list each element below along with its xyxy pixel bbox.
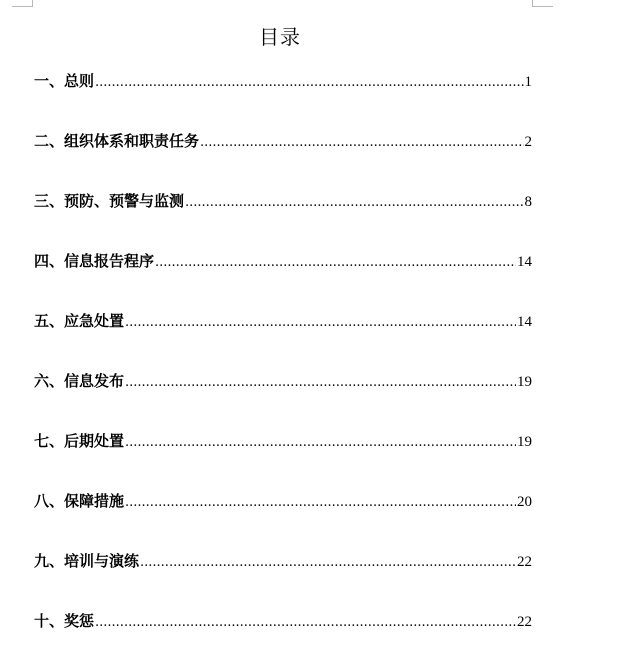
- toc-entry-label: 十、奖惩: [34, 612, 95, 630]
- toc-dot-leader: [125, 489, 516, 517]
- toc-dot-leader: [185, 189, 523, 217]
- toc-entry-label: 九、培训与演练: [34, 552, 140, 570]
- toc-page-number: 2: [524, 134, 532, 150]
- toc-entry-label: 一、总则: [34, 72, 95, 90]
- toc-entry-organization[interactable]: [34, 127, 532, 187]
- toc-entry-general[interactable]: [34, 67, 532, 127]
- toc-entry-label: 四、信息报告程序: [34, 252, 155, 270]
- toc-page-number: 1: [524, 74, 532, 90]
- toc-dot-leader: [95, 69, 523, 97]
- toc-dot-leader: [125, 429, 516, 457]
- toc-dot-leader: [125, 369, 516, 397]
- page-corner-mark-right: [532, 0, 553, 7]
- toc-page-number: 19: [517, 434, 532, 450]
- toc-entry-training[interactable]: [34, 547, 532, 607]
- toc-page-number: 22: [517, 554, 532, 570]
- toc-entry-label: 三、预防、预警与监测: [34, 192, 185, 210]
- toc-entry-label: 二、组织体系和职责任务: [34, 132, 200, 150]
- toc-dot-leader: [155, 249, 516, 277]
- toc-entry-label: 五、应急处置: [34, 312, 125, 330]
- toc-entry-safeguards[interactable]: [34, 487, 532, 547]
- toc-entry-label: 八、保障措施: [34, 492, 125, 510]
- toc-entry-aftermath[interactable]: [34, 427, 532, 487]
- toc-title: 目录: [259, 25, 301, 50]
- toc-entry-reporting[interactable]: [34, 247, 532, 307]
- toc-entry-rewards[interactable]: [34, 607, 532, 667]
- toc-list: [34, 67, 532, 667]
- toc-dot-leader: [140, 549, 516, 577]
- toc-entry-label: 七、后期处置: [34, 432, 125, 450]
- toc-entry-publication[interactable]: [34, 367, 532, 427]
- toc-dot-leader: [125, 309, 516, 337]
- toc-page-number: 20: [517, 494, 532, 510]
- toc-page-number: 14: [517, 314, 532, 330]
- page-corner-mark-left: [12, 0, 33, 7]
- toc-entry-response[interactable]: [34, 307, 532, 367]
- toc-page-number: 14: [517, 254, 532, 270]
- toc-page-number: 8: [524, 194, 532, 210]
- toc-page-number: 19: [517, 374, 532, 390]
- toc-dot-leader: [200, 129, 523, 157]
- toc-dot-leader: [95, 609, 516, 637]
- toc-entry-prevention[interactable]: [34, 187, 532, 247]
- toc-entry-label: 六、信息发布: [34, 372, 125, 390]
- toc-page-number: 22: [517, 614, 532, 630]
